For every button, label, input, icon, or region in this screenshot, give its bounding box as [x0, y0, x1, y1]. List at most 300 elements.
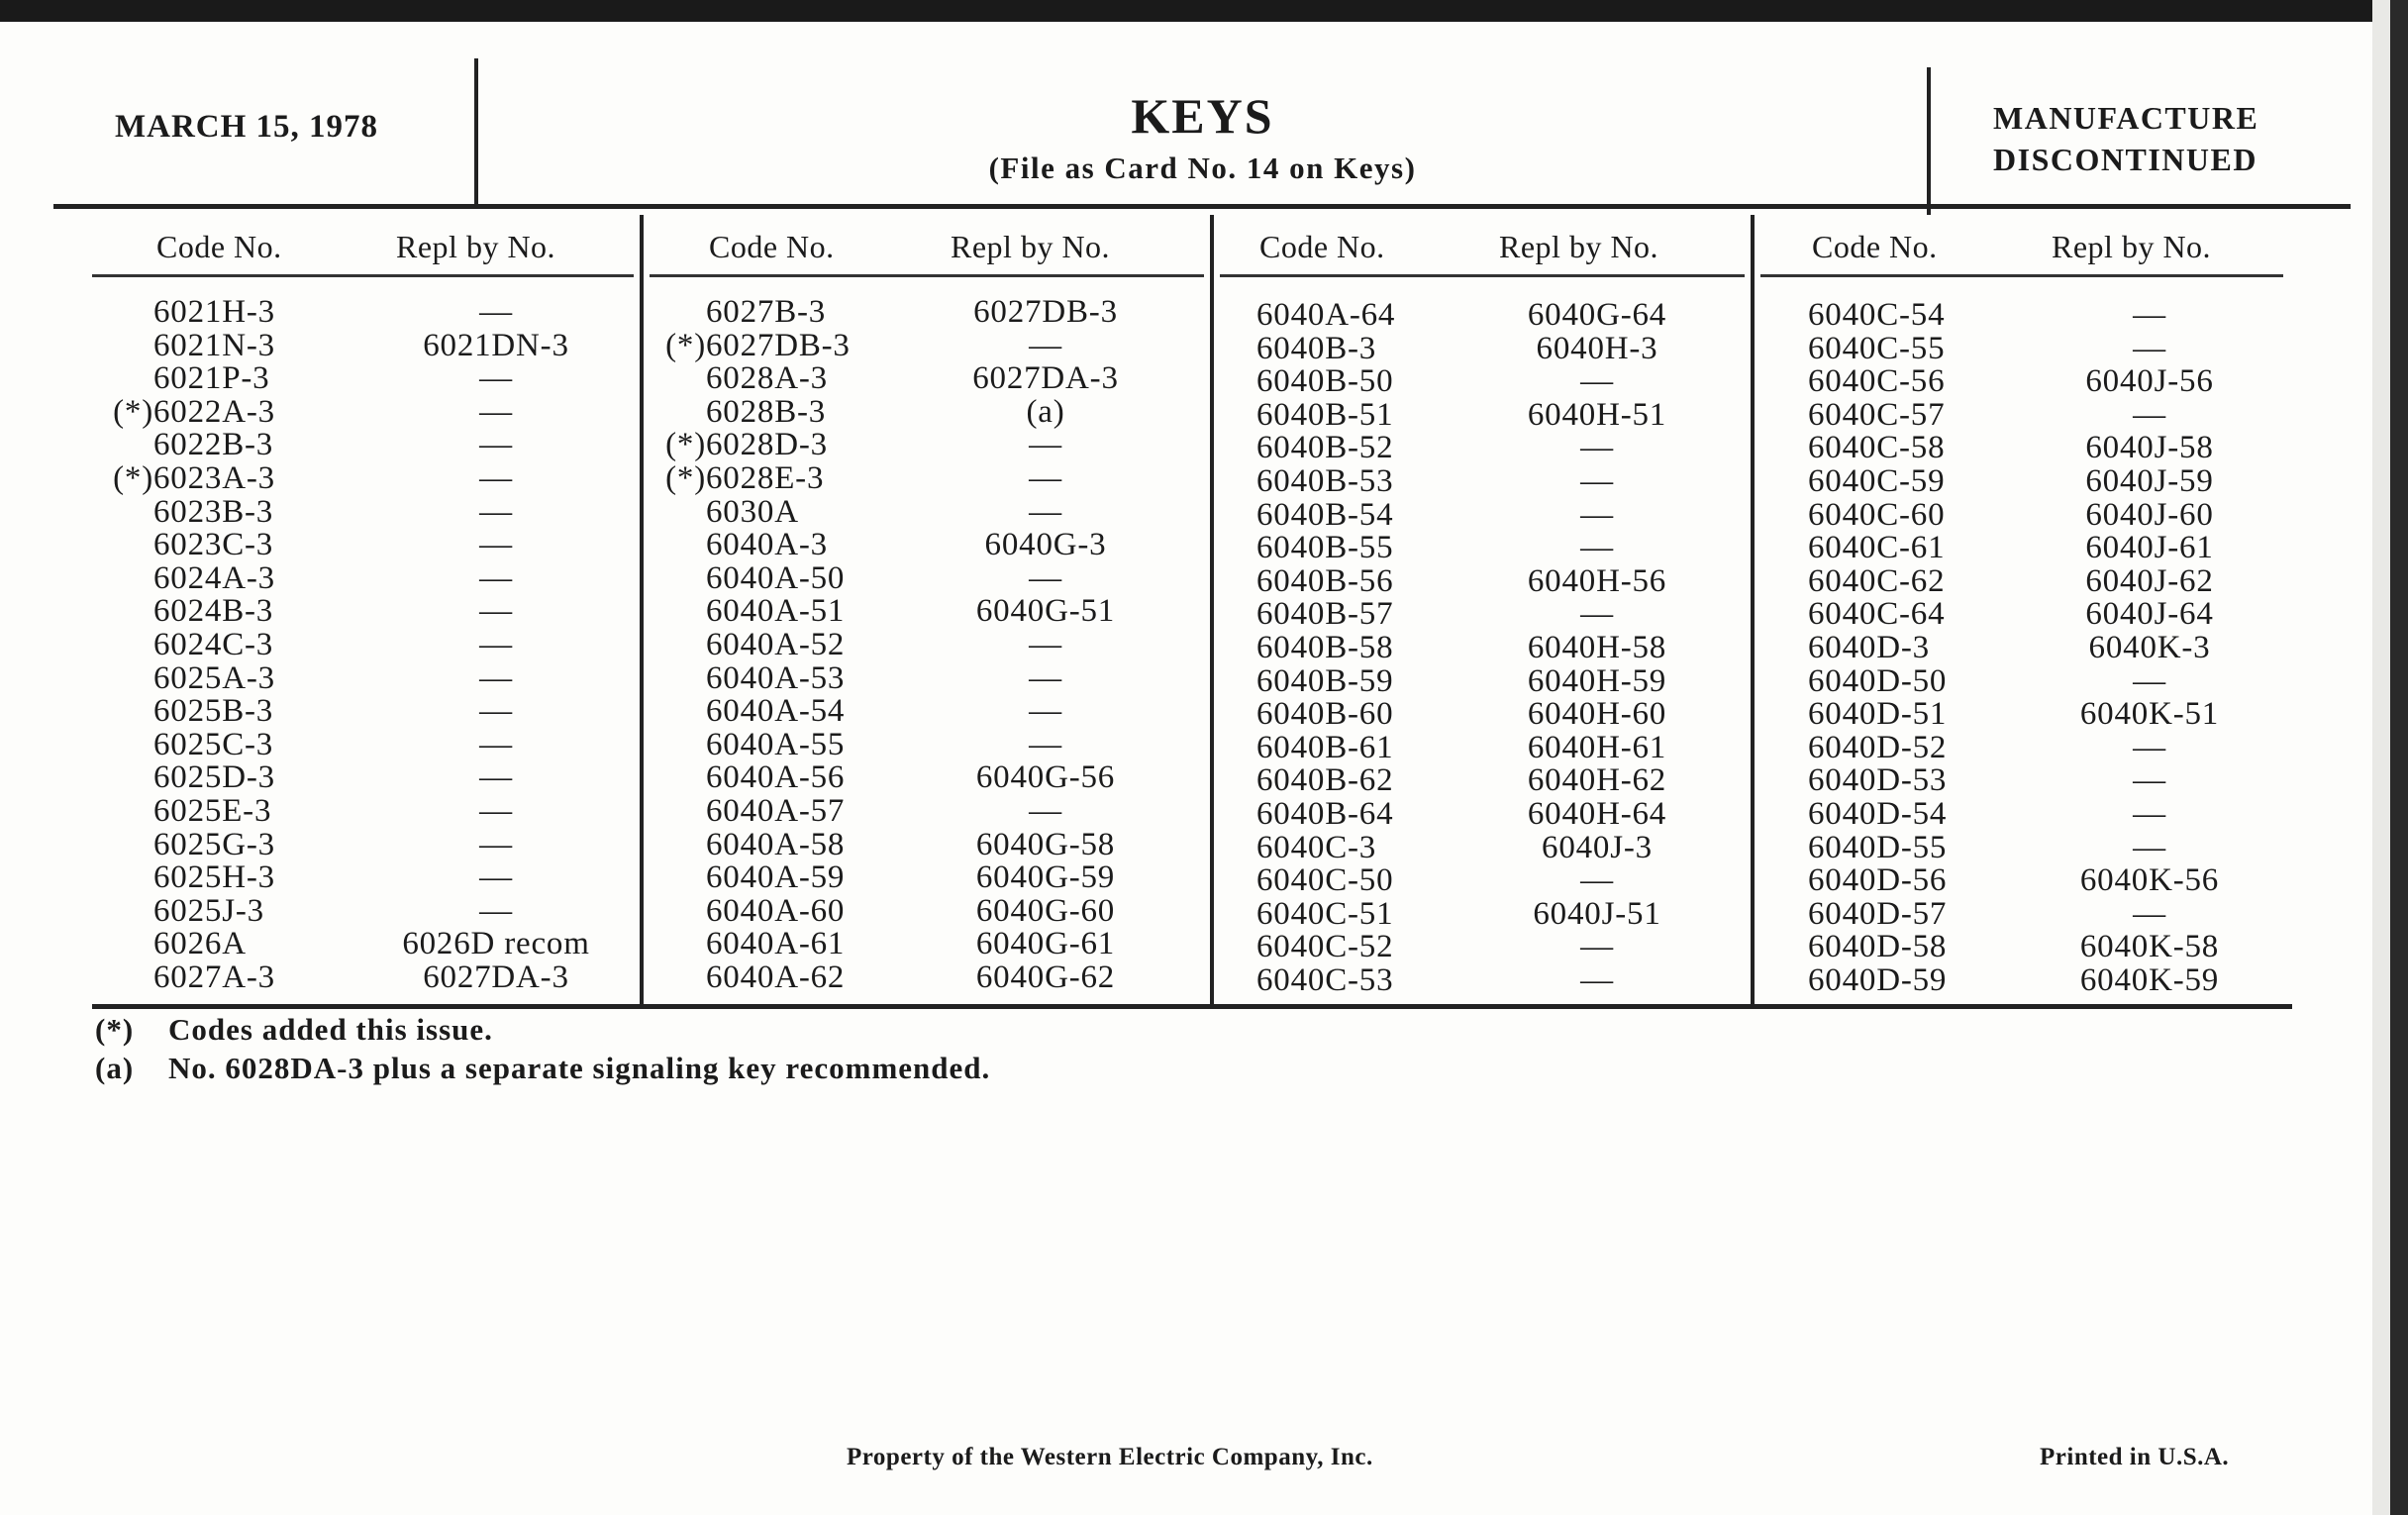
code-text: 6040D-50 — [1808, 662, 1948, 699]
footnote-text: No. 6028DA-3 plus a separate signaling key recommended. — [168, 1051, 991, 1085]
code-number — [1808, 397, 1945, 434]
code-number — [1256, 563, 1393, 600]
code-number — [153, 827, 275, 863]
code-text: 6040B-61 — [1256, 729, 1394, 765]
table-row — [642, 793, 1212, 827]
replacement-number: — — [479, 559, 513, 596]
replacement-number: — — [1029, 460, 1062, 496]
replacement-number: — — [1029, 627, 1062, 662]
replacement-number: 6027DA-3 — [972, 360, 1119, 397]
table-row — [642, 926, 1212, 960]
footnote — [95, 1051, 990, 1086]
code-number — [1808, 663, 1947, 700]
replacement-number: — — [2133, 729, 2166, 765]
code-number — [665, 427, 828, 463]
footnote — [95, 1012, 493, 1048]
table-row — [92, 793, 642, 827]
column-header-repl: Repl by No. — [2052, 229, 2212, 264]
code-number — [153, 759, 275, 796]
code-text: 6022B-3 — [153, 427, 274, 463]
header-underline — [1220, 274, 1745, 277]
code-text: 6040A-61 — [706, 926, 846, 962]
code-text: 6024B-3 — [153, 593, 274, 630]
replacement-number: 6040H-51 — [1527, 396, 1667, 433]
code-text: 6040C-3 — [1256, 829, 1377, 865]
table-row — [642, 893, 1212, 927]
code-text: 6021P-3 — [153, 360, 270, 397]
code-text: 6028E-3 — [706, 460, 825, 496]
code-text: 6040A-54 — [706, 693, 846, 730]
code-number — [1256, 762, 1393, 799]
code-text: 6027A-3 — [153, 960, 275, 995]
code-number — [706, 759, 845, 796]
replacement-number: — — [1580, 929, 1614, 965]
replacement-number: — — [479, 527, 513, 563]
table-row — [1753, 762, 2291, 799]
code-text: 6040C-56 — [1808, 363, 1946, 400]
replacement-number: — — [1580, 862, 1614, 899]
header-underline — [1760, 274, 2283, 277]
code-number — [1808, 862, 1947, 899]
table-row — [642, 427, 1212, 463]
column-header-repl: Repl by No. — [396, 229, 556, 264]
header-underline — [92, 274, 634, 277]
code-text: 6040D-3 — [1808, 630, 1930, 665]
code-number — [1808, 497, 1945, 534]
code-number — [706, 893, 845, 930]
code-number — [1256, 663, 1393, 700]
replacement-number: 6040G-3 — [984, 527, 1107, 563]
table-row — [1753, 796, 2291, 830]
table-row — [1753, 962, 2291, 996]
replacement-number: 6040J-56 — [2085, 363, 2214, 400]
replacement-number: — — [479, 460, 513, 496]
code-number — [153, 926, 247, 962]
table-row — [92, 859, 642, 896]
table-row — [642, 294, 1212, 328]
table-row — [92, 394, 642, 428]
table-row — [1212, 297, 1753, 331]
replacement-number: — — [1029, 327, 1062, 363]
code-text: 6027DB-3 — [706, 327, 851, 363]
replacement-number: — — [479, 659, 513, 696]
replacement-number: 6040H-59 — [1527, 662, 1667, 699]
code-number — [153, 427, 273, 463]
code-text: 6028B-3 — [706, 393, 827, 430]
table-row — [1753, 630, 2291, 663]
table-row — [1212, 463, 1753, 497]
code-number — [706, 926, 845, 962]
code-number — [706, 627, 845, 663]
replacement-number: 6040K-59 — [2079, 962, 2220, 998]
code-text: 6040A-55 — [706, 726, 846, 762]
code-number — [1256, 929, 1393, 965]
replacement-number: 6040J-59 — [2085, 463, 2214, 499]
code-number — [1256, 297, 1395, 334]
code-number — [113, 393, 275, 431]
added-marker: (*) — [665, 427, 706, 463]
replacement-number: — — [1029, 726, 1062, 762]
code-number — [1256, 331, 1376, 367]
code-text: 6040B-64 — [1256, 796, 1394, 832]
code-text: 6025B-3 — [153, 693, 274, 730]
table-row — [92, 560, 642, 594]
status-line: DISCONTINUED — [1993, 142, 2258, 177]
replacement-number: 6026D recom — [402, 926, 590, 962]
code-text: 6040B-59 — [1256, 662, 1394, 699]
column-header-repl: Repl by No. — [951, 229, 1111, 264]
code-text: 6040A-3 — [706, 527, 828, 563]
code-text: 6040A-53 — [706, 659, 846, 696]
table-column-group — [1212, 215, 1753, 1006]
code-number — [706, 793, 845, 830]
added-marker: (*) — [665, 327, 706, 363]
code-number — [153, 793, 271, 830]
replacement-number: — — [2133, 396, 2166, 433]
code-number — [1256, 530, 1393, 566]
footnote-key: (a) — [95, 1051, 135, 1085]
code-number — [153, 494, 273, 531]
code-number — [1808, 331, 1945, 367]
code-text: 6028A-3 — [706, 360, 828, 397]
code-number — [153, 660, 275, 697]
header-divider — [1927, 67, 1931, 215]
replacement-number: — — [479, 693, 513, 730]
code-text: 6040A-57 — [706, 793, 846, 829]
code-text: 6023C-3 — [153, 527, 274, 563]
code-text: 6040C-57 — [1808, 396, 1946, 433]
replacement-number: 6040K-58 — [2079, 929, 2220, 965]
replacement-number: — — [479, 294, 513, 330]
replacement-number: 6040G-51 — [975, 593, 1116, 630]
replacement-number: — — [479, 826, 513, 862]
replacement-number: 6040K-56 — [2079, 862, 2220, 899]
code-text: 6040B-55 — [1256, 530, 1394, 566]
status-line: MANUFACTURE — [1993, 100, 2259, 136]
replacement-number: 6040H-3 — [1536, 330, 1658, 366]
code-number — [153, 693, 273, 730]
added-marker: (*) — [665, 460, 706, 496]
header-underline — [650, 274, 1204, 277]
code-number — [1808, 730, 1947, 766]
code-number — [706, 494, 799, 531]
code-text: 6021N-3 — [153, 327, 275, 363]
table-row — [92, 893, 642, 927]
table-row — [1753, 929, 2291, 965]
code-text: 6040C-55 — [1808, 330, 1946, 366]
code-text: 6040C-50 — [1256, 862, 1394, 899]
replacement-number: — — [1580, 530, 1614, 566]
code-number — [153, 294, 275, 331]
code-number — [1256, 630, 1393, 666]
table-row — [1753, 896, 2291, 930]
footer-property: Property of the Western Electric Company, Inc. — [847, 1444, 1373, 1470]
code-text: 6025D-3 — [153, 759, 275, 796]
replacement-number: 6040H-61 — [1527, 729, 1667, 765]
code-text: 6040A-60 — [706, 892, 846, 929]
replacement-number: — — [1580, 363, 1614, 400]
code-text: 6040B-54 — [1256, 496, 1394, 533]
code-text: 6040A-58 — [706, 826, 846, 862]
table-row — [642, 627, 1212, 660]
code-number — [1256, 430, 1393, 466]
code-number — [153, 328, 275, 364]
code-text: 6040A-62 — [706, 960, 846, 995]
table-row — [642, 960, 1212, 993]
code-text: 6040B-57 — [1256, 596, 1394, 633]
table-row — [642, 827, 1212, 860]
table-row — [1753, 696, 2291, 733]
table-row — [1212, 762, 1753, 799]
code-text: 6025A-3 — [153, 659, 275, 696]
page-subtitle: (File as Card No. 14 on Keys) — [988, 151, 1417, 185]
replacement-number: 6040G-64 — [1527, 297, 1667, 333]
table-row — [642, 328, 1212, 361]
code-number — [1256, 730, 1393, 766]
replacement-number: — — [2133, 895, 2166, 932]
code-number — [1808, 962, 1947, 999]
code-number — [153, 859, 275, 896]
code-number — [1808, 463, 1945, 500]
replacement-number: 6040H-56 — [1527, 562, 1667, 599]
table-row — [1753, 663, 2291, 697]
table-row — [1753, 297, 2291, 331]
replacement-number: 6040J-61 — [2085, 530, 2214, 566]
code-number — [1256, 696, 1393, 733]
code-text: 6040B-51 — [1256, 396, 1394, 433]
table-row — [1212, 430, 1753, 466]
code-text: 6025J-3 — [153, 892, 264, 929]
code-text: 6025E-3 — [153, 793, 272, 829]
replacement-number: — — [2133, 829, 2166, 865]
table-row — [1212, 397, 1753, 431]
replacement-number: — — [2133, 297, 2166, 333]
replacement-number: — — [479, 427, 513, 463]
replacement-number: — — [479, 793, 513, 829]
code-text: 6040B-53 — [1256, 463, 1394, 499]
replacement-number: — — [1580, 463, 1614, 499]
code-text: 6021H-3 — [153, 294, 275, 330]
replacement-number: — — [1580, 962, 1614, 998]
replacement-number: — — [1029, 427, 1062, 463]
replacement-number: — — [1580, 430, 1614, 466]
table-column-group — [92, 215, 642, 1006]
code-number — [153, 527, 273, 563]
table-row — [1212, 796, 1753, 830]
replacement-number: 6040J-62 — [2085, 562, 2214, 599]
replacement-number: — — [2133, 662, 2166, 699]
code-text: 6040C-53 — [1256, 962, 1394, 998]
replacement-number: 6040G-59 — [975, 859, 1116, 896]
code-number — [706, 394, 826, 431]
code-text: 6040A-51 — [706, 593, 846, 630]
replacement-number: 6040G-56 — [975, 759, 1116, 796]
code-text: 6040C-61 — [1808, 530, 1946, 566]
replacement-number: — — [479, 726, 513, 762]
code-number — [1256, 830, 1376, 866]
table-row — [92, 727, 642, 760]
table-row — [1753, 830, 2291, 863]
code-number — [153, 360, 269, 397]
table-row — [92, 527, 642, 563]
code-number — [706, 960, 845, 996]
code-number — [1808, 363, 1945, 400]
code-text: 6040B-56 — [1256, 562, 1394, 599]
code-number — [706, 727, 845, 763]
code-text: 6026A — [153, 926, 247, 962]
code-number — [1256, 796, 1393, 833]
table-row — [92, 494, 642, 528]
replacement-number: 6040J-60 — [2085, 496, 2214, 533]
code-text: 6040A-59 — [706, 859, 846, 896]
code-number — [1808, 297, 1945, 334]
table-row — [92, 627, 642, 660]
table-row — [642, 693, 1212, 730]
table-row — [92, 693, 642, 730]
replacement-number: — — [479, 859, 513, 896]
code-number — [706, 693, 845, 730]
code-text: 6040D-56 — [1808, 862, 1948, 899]
column-header-code: Code No. — [709, 229, 835, 264]
code-text: 6040B-52 — [1256, 430, 1394, 466]
table-row — [1753, 862, 2291, 899]
table-row — [1212, 896, 1753, 930]
table-row — [1212, 696, 1753, 733]
code-text: 6040C-59 — [1808, 463, 1946, 499]
header-rule — [53, 204, 2351, 209]
replacement-number: — — [479, 759, 513, 796]
code-text: 6024C-3 — [153, 627, 274, 662]
replacement-number: — — [2133, 762, 2166, 799]
table-row — [642, 560, 1212, 594]
replacement-number: — — [479, 393, 513, 430]
table-row — [1753, 397, 2291, 431]
replacement-number: 6040G-62 — [975, 960, 1116, 995]
code-text: 6040A-52 — [706, 627, 846, 662]
code-text: 6025C-3 — [153, 726, 274, 762]
footnote-key: (*) — [95, 1012, 135, 1047]
code-number — [665, 327, 851, 364]
code-number — [706, 593, 845, 630]
code-number — [153, 560, 275, 597]
replacement-number: 6040J-3 — [1542, 829, 1653, 865]
code-text: 6040D-58 — [1808, 929, 1948, 965]
table-row — [92, 827, 642, 860]
code-number — [1256, 463, 1393, 500]
table-row — [1212, 730, 1753, 763]
table-column-group — [1753, 215, 2291, 1006]
table-row — [1753, 430, 2291, 466]
code-number — [1256, 896, 1393, 933]
replacement-number: — — [479, 593, 513, 630]
replacement-number: — — [1029, 693, 1062, 730]
code-text: 6040C-51 — [1256, 895, 1394, 932]
table-row — [1753, 363, 2291, 400]
code-text: 6040C-62 — [1808, 562, 1946, 599]
code-text: 6040D-55 — [1808, 829, 1948, 865]
table-row — [92, 460, 642, 494]
code-number — [665, 460, 825, 497]
replacement-number: — — [479, 360, 513, 397]
replacement-number: — — [479, 892, 513, 929]
table-row — [1753, 463, 2291, 497]
table-row — [642, 593, 1212, 630]
code-number — [1808, 430, 1945, 466]
table-row — [1212, 929, 1753, 965]
code-number — [1808, 696, 1947, 733]
code-number — [1808, 530, 1945, 566]
table-row — [642, 360, 1212, 397]
replacement-number: — — [479, 493, 513, 530]
code-text: 6040C-64 — [1808, 596, 1946, 633]
table-row — [1753, 331, 2291, 364]
replacement-number: 6040G-60 — [975, 892, 1116, 929]
code-text: 6040B-62 — [1256, 762, 1394, 799]
code-number — [1808, 896, 1947, 933]
column-header-code: Code No. — [1259, 229, 1385, 264]
replacement-number: — — [1029, 659, 1062, 696]
table-row — [1753, 730, 2291, 763]
table-row — [642, 527, 1212, 563]
code-text: 6040D-52 — [1808, 729, 1948, 765]
table-row — [1212, 497, 1753, 531]
code-text: 6040D-53 — [1808, 762, 1948, 799]
code-text: 6040D-54 — [1808, 796, 1948, 832]
code-number — [153, 627, 273, 663]
code-number — [706, 660, 845, 697]
table-row — [1212, 530, 1753, 566]
code-number — [1808, 596, 1945, 633]
column-header-code: Code No. — [1812, 229, 1938, 264]
code-text: 6040B-60 — [1256, 696, 1394, 733]
replacement-number: 6040J-64 — [2085, 596, 2214, 633]
replacement-number: — — [479, 627, 513, 662]
code-number — [153, 593, 273, 630]
table-row — [92, 926, 642, 960]
replacement-number: — — [2133, 330, 2166, 366]
column-header-code: Code No. — [156, 229, 282, 264]
replacement-number: 6040K-51 — [2079, 696, 2220, 733]
table-row — [92, 360, 642, 397]
replacement-number: 6040G-58 — [975, 826, 1116, 862]
replacement-number: — — [1580, 496, 1614, 533]
replacement-number: 6021DN-3 — [423, 327, 569, 363]
page-title: KEYS — [1131, 88, 1274, 144]
table-row — [1212, 331, 1753, 364]
table-row — [1212, 563, 1753, 597]
code-text: 6040B-50 — [1256, 363, 1394, 400]
code-text: 6023B-3 — [153, 493, 274, 530]
code-number — [1256, 962, 1393, 999]
code-text: 6040D-59 — [1808, 962, 1948, 998]
table-row — [1212, 630, 1753, 663]
code-text: 6040C-58 — [1808, 430, 1946, 466]
table-row — [92, 294, 642, 328]
footer-printed: Printed in U.S.A. — [2040, 1444, 2230, 1470]
code-text: 6040A-64 — [1256, 297, 1396, 333]
replacement-number: — — [2133, 796, 2166, 832]
scan-right-edge — [2390, 0, 2408, 1515]
code-text: 6040D-57 — [1808, 895, 1948, 932]
replacement-number: — — [1029, 559, 1062, 596]
code-number — [1256, 862, 1393, 899]
scan-right-margin — [2372, 0, 2390, 1515]
code-text: 6022A-3 — [153, 393, 275, 430]
code-text: 6040C-60 — [1808, 496, 1946, 533]
table-row — [92, 593, 642, 630]
code-number — [1808, 830, 1947, 866]
table-row — [1212, 830, 1753, 863]
